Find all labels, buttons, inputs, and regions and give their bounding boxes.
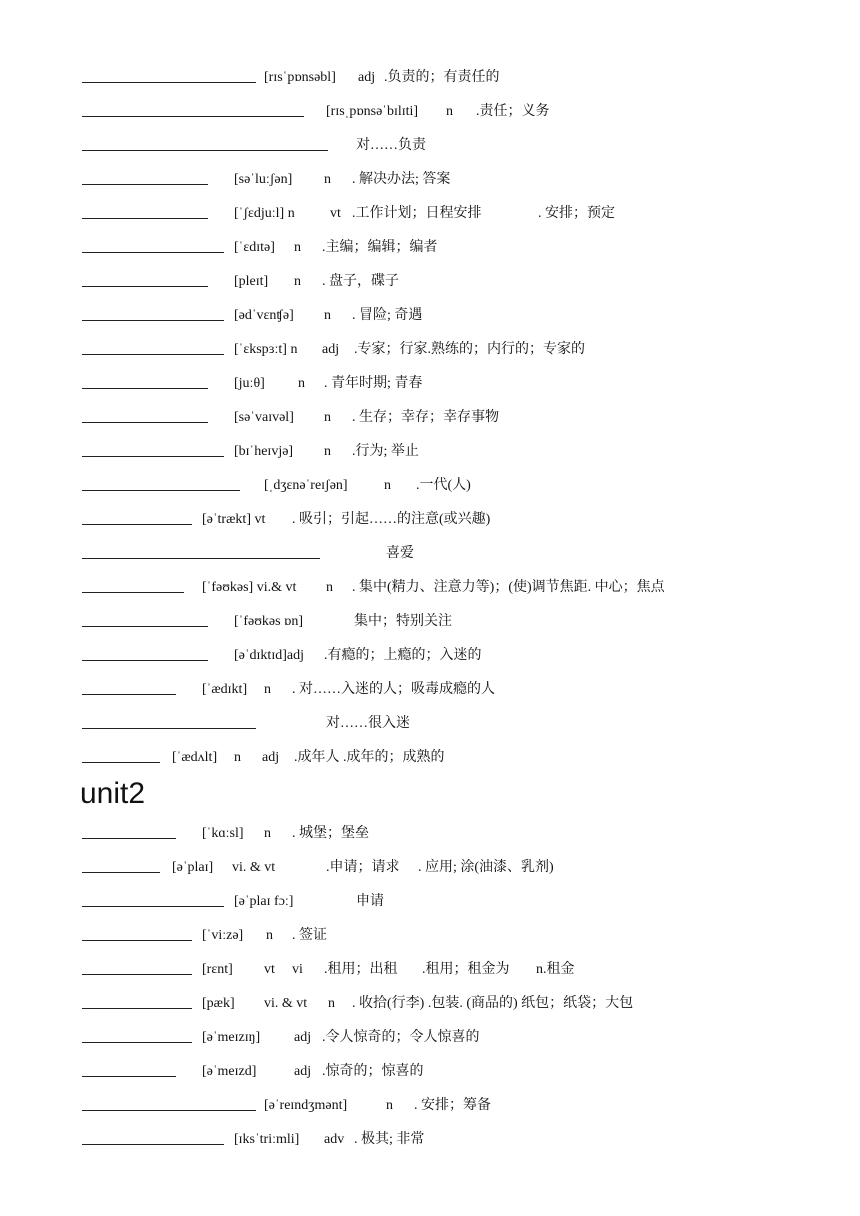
- phonetic: [səˈvaɪvəl]: [234, 410, 294, 425]
- answer-blank[interactable]: [82, 442, 224, 457]
- part-of-speech: n: [446, 104, 453, 119]
- meaning: .工作计划；日程安排: [352, 206, 482, 221]
- vocab-line: [82, 1062, 424, 1082]
- phonetic: [ˈfəʊkəs ɒn]: [234, 614, 304, 629]
- answer-blank[interactable]: [82, 994, 192, 1009]
- answer-blank[interactable]: [82, 510, 192, 525]
- answer-blank[interactable]: [82, 68, 256, 83]
- vocab-line: [82, 544, 414, 564]
- part-of-speech: n: [384, 478, 391, 493]
- meaning: 集中；特别关注: [354, 614, 452, 629]
- meaning: .租用；出租: [324, 962, 398, 977]
- vocab-line: [82, 102, 550, 122]
- vocab-line: [82, 1130, 425, 1150]
- meaning: .责任；义务: [476, 104, 550, 119]
- meaning: . 盘子，碟子: [322, 274, 399, 289]
- phonetic: [ˈædɪkt]: [202, 682, 248, 697]
- vocab-line: [82, 960, 575, 980]
- vocab-line: [82, 748, 445, 768]
- meaning: .惊奇的；惊喜的: [322, 1064, 424, 1079]
- answer-blank[interactable]: [82, 374, 208, 389]
- phonetic: [ˈfəʊkəs] vi.& vt: [202, 580, 297, 595]
- meaning: . 收拾(行李) .包装. (商品的) 纸包；纸袋；大包: [352, 996, 634, 1011]
- unit-heading: unit2: [80, 777, 146, 810]
- meaning: .申请；请求: [326, 860, 400, 875]
- answer-blank[interactable]: [82, 714, 256, 729]
- phonetic: [pæk]: [202, 996, 235, 1011]
- vocab-line: [82, 858, 554, 878]
- answer-blank[interactable]: [82, 136, 328, 151]
- answer-blank[interactable]: [82, 1062, 176, 1077]
- meaning: .令人惊奇的；令人惊喜的: [322, 1030, 480, 1045]
- meaning-tertiary: n.租金: [536, 962, 575, 977]
- vocab-line: [82, 68, 500, 88]
- answer-blank[interactable]: [82, 892, 224, 907]
- meaning: . 对……入迷的人；吸毒成瘾的人: [292, 682, 495, 697]
- part-of-speech: n: [298, 376, 305, 391]
- meaning: . 城堡；堡垒: [292, 826, 369, 841]
- part-of-speech: n: [324, 308, 331, 323]
- part-of-speech: n: [234, 750, 241, 765]
- vocab-line: [82, 374, 423, 394]
- answer-blank[interactable]: [82, 680, 176, 695]
- vocab-line: [82, 612, 452, 632]
- meaning: 对……负责: [356, 138, 426, 153]
- phonetic: [ˈɛkspɜːt] n: [234, 342, 298, 357]
- meaning: . 安排；筹备: [414, 1098, 491, 1113]
- phonetic: [ˈædʌlt]: [172, 750, 218, 765]
- phonetic: [ˈɛdɪtə]: [234, 240, 275, 255]
- answer-blank[interactable]: [82, 1130, 224, 1145]
- phonetic: [əˈmeɪzd]: [202, 1064, 257, 1079]
- part-of-speech: n: [324, 172, 331, 187]
- vocab-line: [82, 340, 585, 360]
- meaning-secondary: . 安排；预定: [538, 206, 615, 221]
- vocab-line: [82, 926, 327, 946]
- phonetic: [rɪsˈpɒnsəbl]: [264, 70, 336, 85]
- phonetic: [əˈplaɪ fɔː]: [234, 894, 294, 909]
- meaning: 申请: [356, 894, 384, 909]
- phonetic: [əˈmeɪzɪŋ]: [202, 1030, 261, 1045]
- meaning: 喜爱: [386, 546, 414, 561]
- meaning: .成年人 .成年的；成熟的: [294, 750, 445, 765]
- phonetic: [ˈʃɛdjuːl] n: [234, 206, 295, 221]
- phonetic: [ˌdʒɛnəˈreɪʃən]: [264, 478, 348, 493]
- meaning: . 集中(精力、注意力等)；(使)调节焦距. 中心；焦点: [352, 580, 665, 595]
- vocab-line: [82, 824, 369, 844]
- meaning: . 签证: [292, 928, 327, 943]
- meaning-secondary: . 应用; 涂(油漆、乳剂): [418, 860, 554, 875]
- meaning: . 极其; 非常: [354, 1132, 425, 1147]
- part-of-speech: vt: [264, 962, 275, 977]
- vocab-line: [82, 238, 438, 258]
- vocab-line: [82, 714, 410, 734]
- meaning: .主编；编辑；编者: [322, 240, 438, 255]
- part-of-speech: vi. & vt: [232, 860, 276, 875]
- meaning: . 解决办法; 答案: [352, 172, 451, 187]
- answer-blank[interactable]: [82, 204, 208, 219]
- part-of-speech: adj: [322, 342, 340, 357]
- vocab-line: [82, 476, 471, 496]
- part-of-speech-secondary: vi: [292, 962, 303, 977]
- part-of-speech: n: [294, 274, 301, 289]
- part-of-speech: n: [324, 444, 331, 459]
- answer-blank[interactable]: [82, 578, 184, 593]
- phonetic: [əˈdɪktɪd]adj: [234, 648, 304, 663]
- answer-blank[interactable]: [82, 926, 192, 941]
- part-of-speech: n: [386, 1098, 393, 1113]
- vocab-line: [82, 1028, 480, 1048]
- phonetic: [əˈplaɪ]: [172, 860, 214, 875]
- vocab-line: [82, 1096, 491, 1116]
- answer-blank[interactable]: [82, 612, 208, 627]
- answer-blank[interactable]: [82, 858, 160, 873]
- phonetic: [rɛnt]: [202, 962, 233, 977]
- vocab-line: [82, 306, 423, 326]
- meaning: . 冒险; 奇遇: [352, 308, 423, 323]
- part-of-speech: vi. & vt: [264, 996, 308, 1011]
- phonetic: [ˈkɑːsl]: [202, 826, 244, 841]
- phonetic: [ɪksˈtriːmli]: [234, 1132, 300, 1147]
- part-of-speech-secondary: n: [328, 996, 335, 1011]
- phonetic: [juːθ]: [234, 376, 265, 391]
- answer-blank[interactable]: [82, 960, 192, 975]
- answer-blank[interactable]: [82, 272, 208, 287]
- vocab-line: [82, 578, 665, 598]
- meaning: 对……很入迷: [326, 716, 410, 731]
- meaning: . 青年时期; 青春: [324, 376, 423, 391]
- meaning: . 生存；幸存；幸存事物: [352, 410, 499, 425]
- part-of-speech: n: [264, 826, 271, 841]
- meaning: .行为; 举止: [352, 444, 419, 459]
- vocab-line: [82, 204, 615, 224]
- meaning: .一代(人): [416, 478, 471, 493]
- phonetic: [əˈtrækt] vt: [202, 512, 266, 527]
- answer-blank[interactable]: [82, 748, 160, 763]
- part-of-speech-secondary: adj: [262, 750, 280, 765]
- answer-blank[interactable]: [82, 306, 224, 321]
- part-of-speech: n: [264, 682, 271, 697]
- part-of-speech: adj: [358, 70, 376, 85]
- phonetic: [səˈluːʃən]: [234, 172, 293, 187]
- answer-blank[interactable]: [82, 408, 208, 423]
- phonetic: [ˈviːzə]: [202, 928, 244, 943]
- meaning: .负责的；有责任的: [384, 70, 500, 85]
- meaning-secondary: .租用；租金为: [422, 962, 510, 977]
- answer-blank[interactable]: [82, 340, 224, 355]
- phonetic: [əˈreɪndʒmənt]: [264, 1098, 348, 1113]
- answer-blank[interactable]: [82, 170, 208, 185]
- part-of-speech: n: [326, 580, 333, 595]
- answer-blank[interactable]: [82, 646, 208, 661]
- vocab-line: [82, 510, 491, 530]
- meaning: .有瘾的；上瘾的；入迷的: [324, 648, 482, 663]
- answer-blank[interactable]: [82, 102, 304, 117]
- phonetic: [pleɪt]: [234, 274, 269, 289]
- answer-blank[interactable]: [82, 544, 320, 559]
- phonetic: [rɪsˌpɒnsəˈbɪlɪti]: [326, 104, 419, 119]
- part-of-speech: n: [324, 410, 331, 425]
- vocab-line: [82, 272, 399, 292]
- part-of-speech: adv: [324, 1132, 345, 1147]
- vocab-line: [82, 442, 419, 462]
- part-of-speech: n: [266, 928, 273, 943]
- vocab-line: [82, 136, 426, 156]
- meaning: . 吸引；引起……的注意(或兴趣): [292, 512, 491, 527]
- vocab-line: [82, 170, 451, 190]
- answer-blank[interactable]: [82, 1028, 192, 1043]
- part-of-speech: adj: [294, 1064, 312, 1079]
- vocab-line: [82, 994, 634, 1014]
- phonetic: [bɪˈheɪvjə]: [234, 444, 294, 459]
- part-of-speech: adj: [294, 1030, 312, 1045]
- answer-blank[interactable]: [82, 824, 176, 839]
- vocab-line: [82, 680, 495, 700]
- vocab-line: [82, 892, 384, 912]
- answer-blank[interactable]: [82, 1096, 256, 1111]
- part-of-speech: vt: [330, 206, 341, 221]
- meaning: .专家；行家.熟练的；内行的；专家的: [354, 342, 585, 357]
- phonetic: [ədˈvɛnʧə]: [234, 308, 294, 323]
- answer-blank[interactable]: [82, 476, 240, 491]
- vocab-line: [82, 646, 482, 666]
- answer-blank[interactable]: [82, 238, 224, 253]
- vocab-line: [82, 408, 499, 428]
- part-of-speech: n: [294, 240, 301, 255]
